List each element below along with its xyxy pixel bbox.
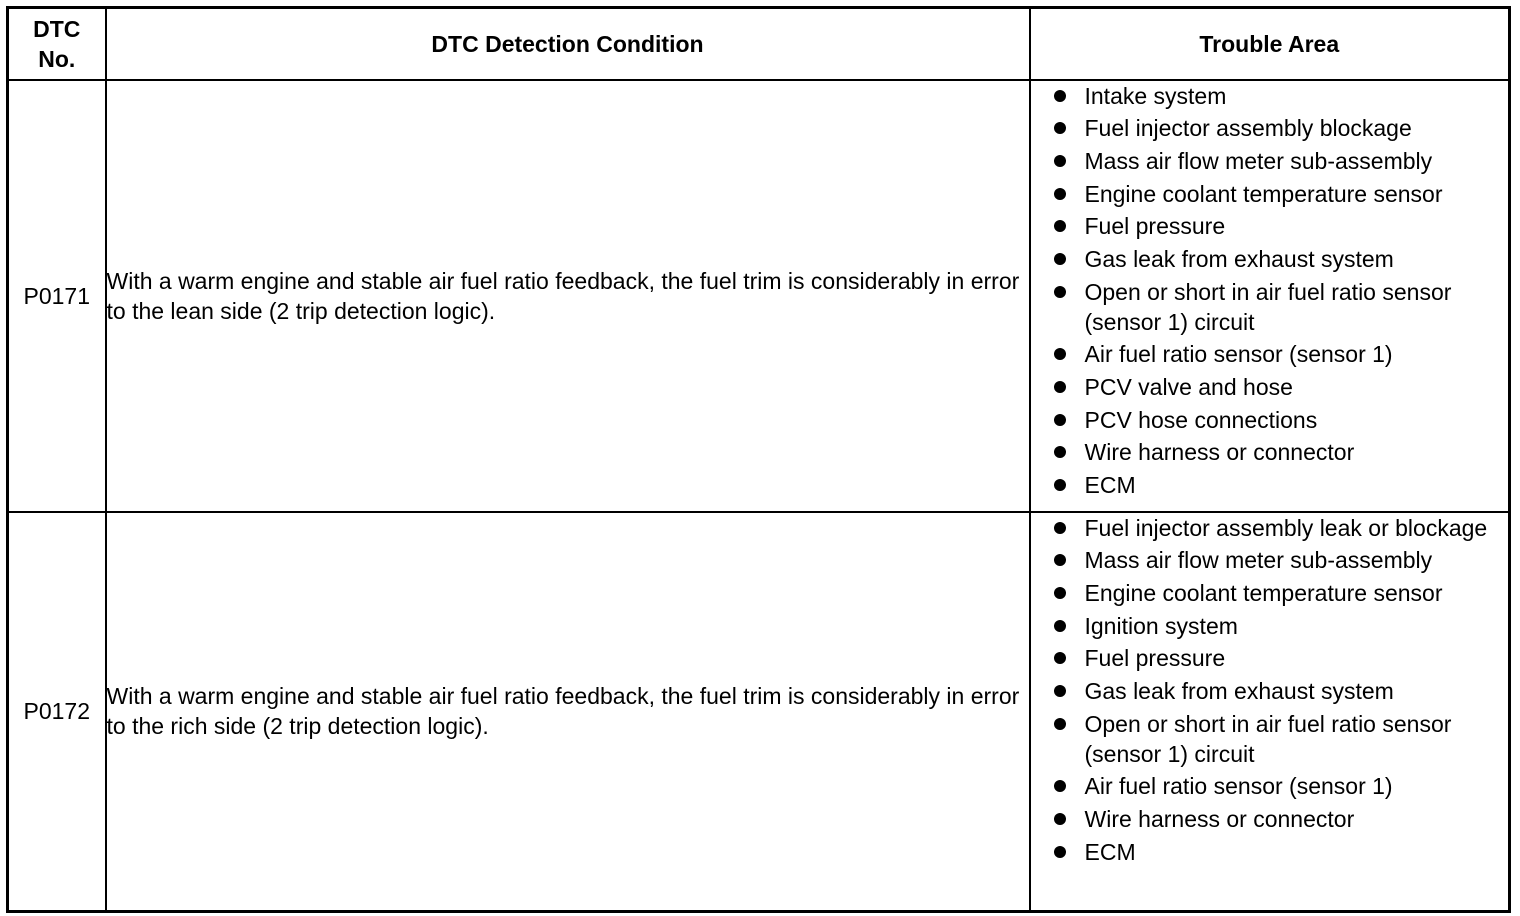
list-item: ECM (1085, 470, 1509, 500)
dtc-table (6, 6, 1511, 913)
list-item: PCV hose connections (1085, 405, 1509, 435)
trouble-area-cell (1030, 80, 1510, 512)
header-detection-condition: DTC Detection Condition (106, 8, 1030, 80)
dtc-code: P0171 (8, 80, 106, 512)
list-item: Wire harness or connector (1085, 437, 1509, 467)
list-item: Open or short in air fuel ratio sensor (sensor 1) circuit (1085, 277, 1509, 337)
list-item: ECM (1085, 837, 1509, 867)
list-item: Fuel injector assembly blockage (1085, 113, 1509, 143)
table-row (8, 512, 1510, 912)
list-item: Fuel injector assembly leak or blockage (1085, 513, 1509, 543)
list-item: Mass air flow meter sub-assembly (1085, 545, 1509, 575)
list-item: Intake system (1085, 81, 1509, 111)
table-row (8, 80, 1510, 512)
detection-condition: With a warm engine and stable air fuel ratio feedback, the fuel trim is considerably in error to the rich side (2 trip detection logic). (106, 512, 1030, 912)
trouble-area-cell (1030, 512, 1510, 912)
list-item: Air fuel ratio sensor (sensor 1) (1085, 339, 1509, 369)
header-dtc-no: DTC No. (8, 8, 106, 80)
list-item: Mass air flow meter sub-assembly (1085, 146, 1509, 176)
list-item: PCV valve and hose (1085, 372, 1509, 402)
list-item: Engine coolant temperature sensor (1085, 179, 1509, 209)
list-item: Wire harness or connector (1085, 804, 1509, 834)
list-item: Engine coolant temperature sensor (1085, 578, 1509, 608)
header-trouble-area: Trouble Area (1030, 8, 1510, 80)
list-item: Gas leak from exhaust system (1085, 676, 1509, 706)
list-item: Fuel pressure (1085, 211, 1509, 241)
list-item: Air fuel ratio sensor (sensor 1) (1085, 771, 1509, 801)
list-item: Fuel pressure (1085, 643, 1509, 673)
list-item: Open or short in air fuel ratio sensor (sensor 1) circuit (1085, 709, 1509, 769)
detection-condition: With a warm engine and stable air fuel ratio feedback, the fuel trim is considerably in error to the lean side (2 trip detection logic). (106, 80, 1030, 512)
trouble-area-list (1031, 81, 1509, 501)
trouble-area-list (1031, 513, 1509, 867)
dtc-code: P0172 (8, 512, 106, 912)
list-item: Ignition system (1085, 611, 1509, 641)
table-header-row (8, 8, 1510, 80)
list-item: Gas leak from exhaust system (1085, 244, 1509, 274)
